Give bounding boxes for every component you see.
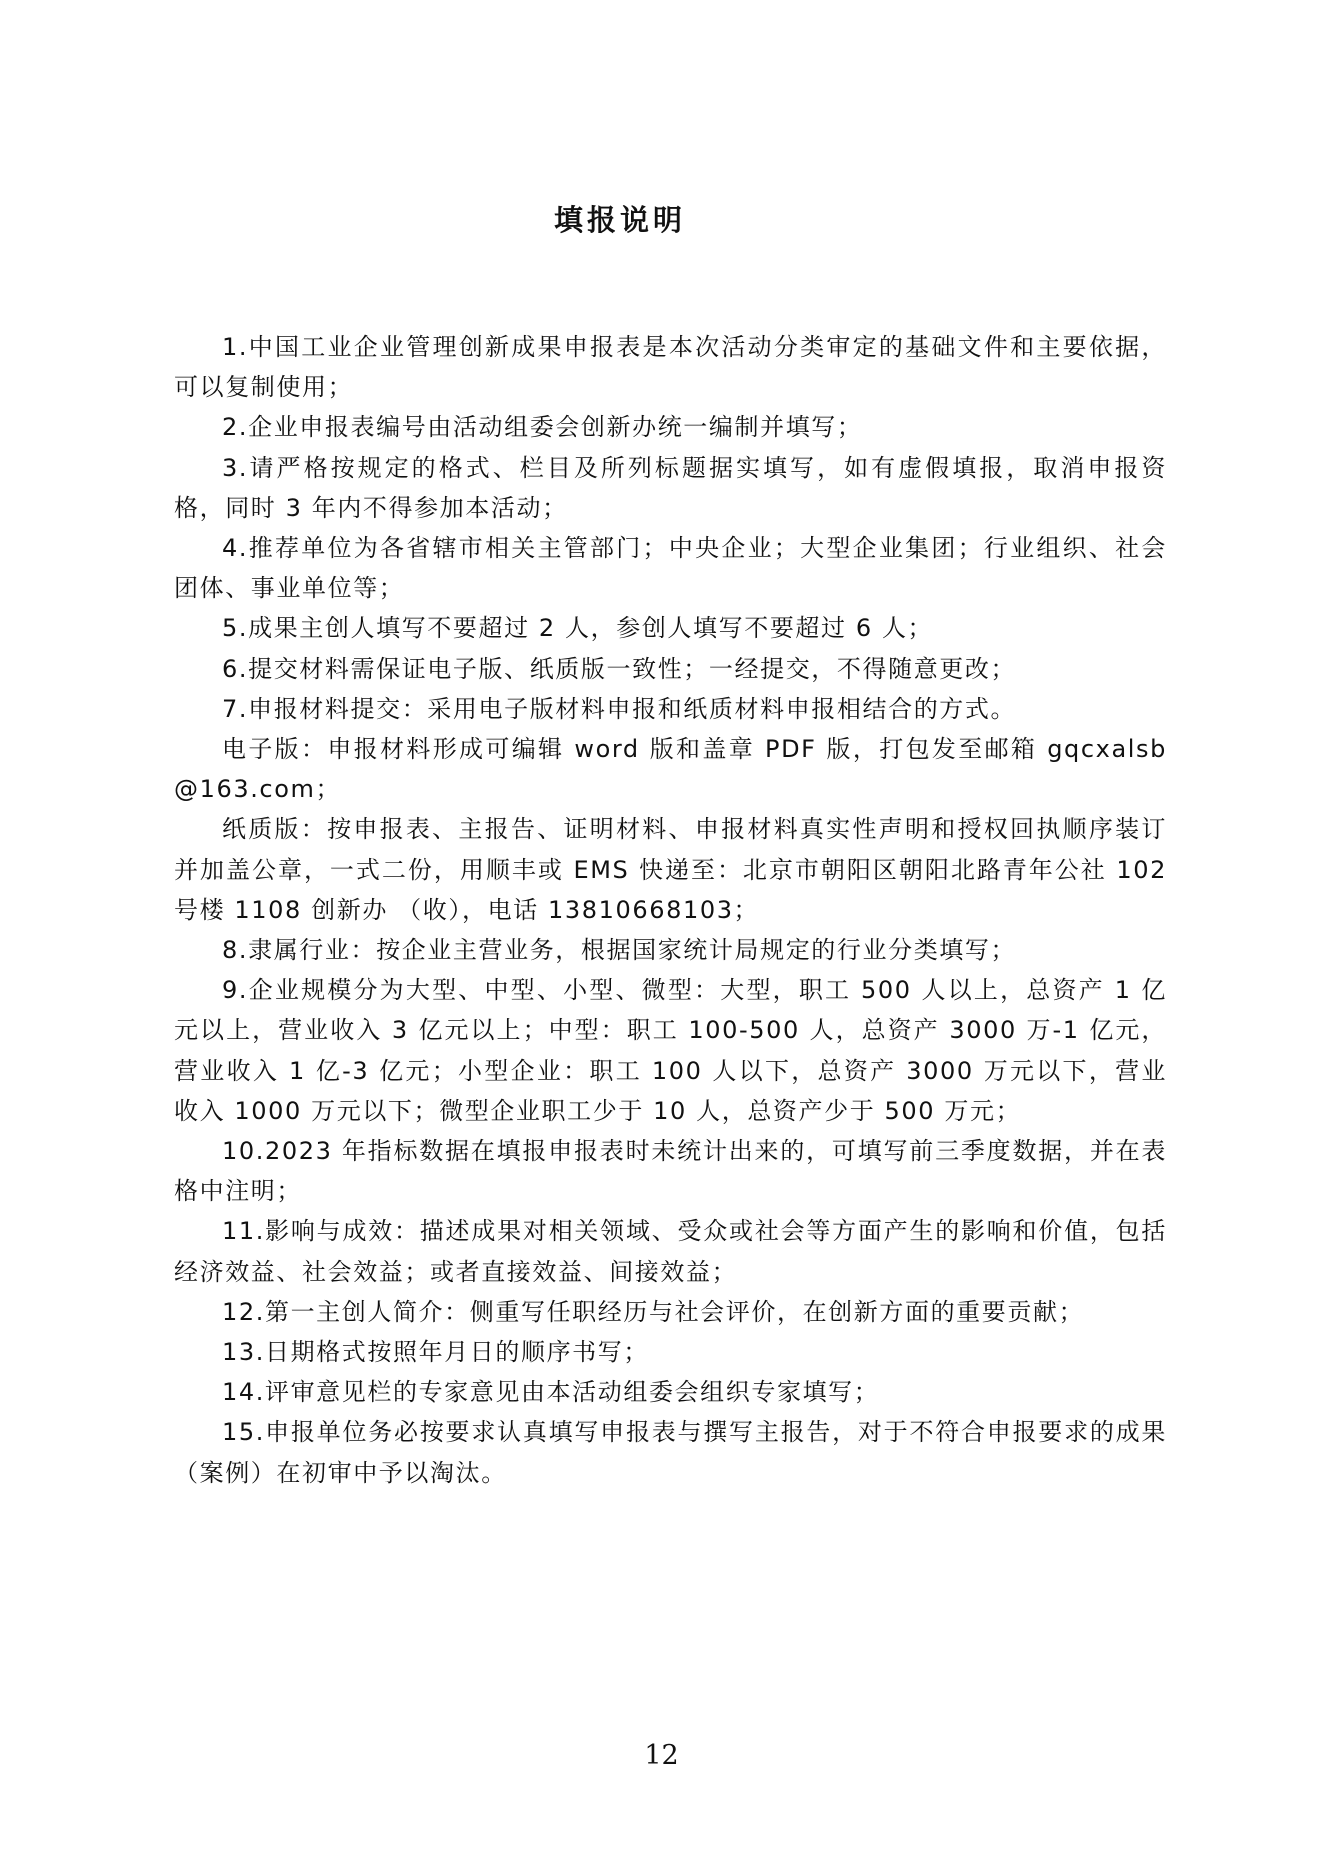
instruction-item-3: 3.请严格按规定的格式、栏目及所列标题据实填写，如有虚假填报，取消申报资格，同时 3 年内不得参加本活动； [174, 453, 1167, 522]
page-title: 填报说明 [553, 203, 686, 237]
instruction-item-9: 9.企业规模分为大型、中型、小型、微型：大型，职工 500 人以上，总资产 1 亿元以上，营业收入 3 亿元以上；中型：职工 100-500 人，总资产 3000 万-1 亿元，营业收入 1 亿-3 亿元；小型企业：职工 100 人以下，总资产 3000 万元以下，营业收入 1000 万元以下；微型企业职工少于 10 人，总资产少于 500 万元； [174, 976, 1167, 1125]
instructions-body [174, 327, 1167, 1493]
instruction-item-1: 1.中国工业企业管理创新成果申报表是本次活动分类审定的基础文件和主要依据，可以复制使用； [174, 333, 1167, 402]
instruction-item-12: 12.第一主创人简介：侧重写任职经历与社会评价，在创新方面的重要贡献； [222, 1297, 1085, 1326]
instruction-item-8: 8.隶属行业：按企业主营业务，根据国家统计局规定的行业分类填写； [222, 936, 1017, 965]
instruction-item-13: 13.日期格式按照年月日的顺序书写； [222, 1338, 649, 1367]
electronic-version-note: 电子版：申报材料形成可编辑 word 版和盖章 PDF 版，打包发至邮箱 gqcxalsb@163.com； [174, 735, 1167, 804]
instruction-item-10: 10.2023 年指标数据在填报申报表时未统计出来的，可填写前三季度数据，并在表格中注明； [174, 1137, 1167, 1206]
paper-version-note: 纸质版：按申报表、主报告、证明材料、申报材料真实性声明和授权回执顺序装订并加盖公章，一式二份，用顺丰或 EMS 快递至：北京市朝阳区朝阳北路青年公社 102 号楼 1108 创新办 （收），电话 13810668103； [174, 815, 1167, 924]
instruction-item-15: 15.申报单位务必按要求认真填写申报表与撰写主报告，对于不符合申报要求的成果（案例）在初审中予以淘汰。 [174, 1418, 1167, 1487]
instruction-item-2: 2.企业申报表编号由活动组委会创新办统一编制并填写； [222, 413, 863, 442]
instruction-item-14: 14.评审意见栏的专家意见由本活动组委会组织专家填写； [222, 1378, 880, 1407]
instruction-item-5: 5.成果主创人填写不要超过 2 人，参创人填写不要超过 6 人； [222, 614, 934, 643]
page-number: 12 [644, 1740, 679, 1771]
instruction-item-7: 7.申报材料提交：采用电子版材料申报和纸质材料申报相结合的方式。 [222, 694, 1017, 723]
instruction-item-6: 6.提交材料需保证电子版、纸质版一致性；一经提交，不得随意更改； [222, 654, 1017, 683]
instruction-item-4: 4.推荐单位为各省辖市相关主管部门；中央企业；大型企业集团；行业组织、社会团体、事业单位等； [174, 534, 1167, 603]
instruction-item-11: 11.影响与成效：描述成果对相关领域、受众或社会等方面产生的影响和价值，包括经济效益、社会效益；或者直接效益、间接效益； [174, 1217, 1167, 1286]
